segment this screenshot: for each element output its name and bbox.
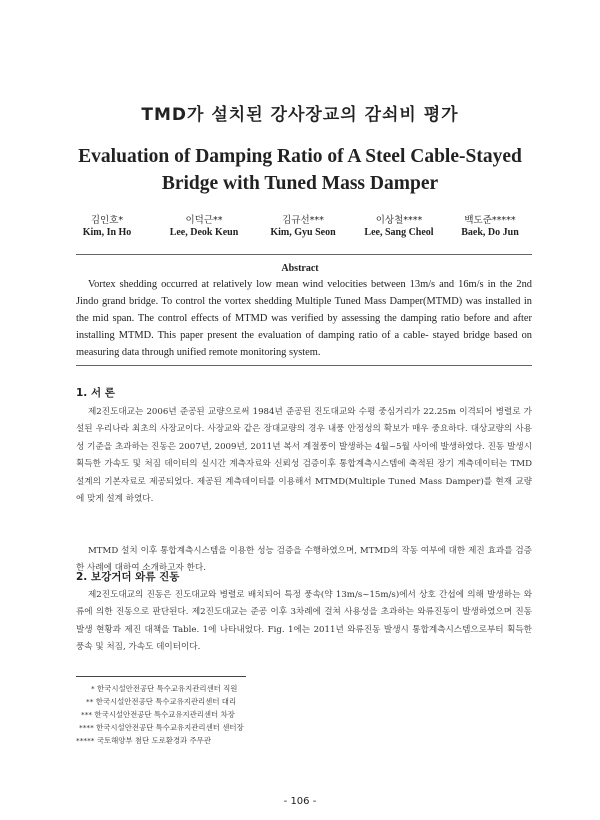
footnote: * 한국시설안전공단 특수교유지관리센터 직원 xyxy=(91,684,238,693)
author-name-english: Lee, Sang Cheol xyxy=(364,227,434,238)
section-heading-vortex-vibration: 2. 보강거더 와류 진동 xyxy=(76,571,180,583)
divider-abstract xyxy=(76,365,532,366)
footnote: **** 한국시설안전공단 특수교유지관리센터 센터장 xyxy=(79,723,244,732)
author-name-korean: 이덕근** xyxy=(185,215,223,226)
author-name-korean: 김규선*** xyxy=(282,215,324,226)
divider-top xyxy=(76,254,532,255)
author-name-english: Baek, Do Jun xyxy=(461,227,519,238)
section-paragraph: 제2진도대교의 진동은 진도대교와 병렬로 배치되어 특정 풍속(약 13m/s~15m/s)에서 상호 간섭에 의해 발생하는 와류에 의한 진동으로 판단된다. 제2진도대교는 준공 이후 3차례에 걸쳐 사용성을 초과하는 와류진동이 발생하였으며 진동 발생 현황과 제진 대책을 Table. 1에 나타내었다. Fig. 1에는 2011년 와류진동 발생시 통합계측시스템으로부터 획득한 풍속 및 처짐, 가속도 데이터이다. xyxy=(76,590,532,653)
section-paragraph: MTMD 설치 이후 통합계측시스템을 이용한 성능 검증을 수행하였으며, MTMD의 작동 여부에 대한 제진 효과를 검증한 사례에 대하여 소개하고자 한다. xyxy=(76,546,532,574)
author xyxy=(258,212,348,238)
section-heading-introduction: 1. 서 론 xyxy=(76,387,115,399)
title-line-1: Evaluation of Damping Ratio of A Steel Cable-Stayed xyxy=(78,146,522,167)
author xyxy=(350,212,448,238)
author-name-english: Kim, Gyu Seon xyxy=(270,227,336,238)
author xyxy=(154,212,254,238)
author-name-korean: 백도준***** xyxy=(464,215,516,226)
author xyxy=(72,212,142,238)
abstract-heading: Abstract xyxy=(281,263,319,274)
page-number: - 106 - xyxy=(283,796,317,807)
footnote: ***** 국토해양부 첨단 도로환경과 주무관 xyxy=(76,736,211,745)
paper-title-korean: TMD가 설치된 강사장교의 감쇠비 평가 xyxy=(141,105,459,125)
paper-title-english xyxy=(60,143,540,197)
author-name-english: Lee, Deok Keun xyxy=(169,227,239,238)
title-line-2: Bridge with Tuned Mass Damper xyxy=(161,173,439,194)
author-name-english: Kim, In Ho xyxy=(82,227,132,238)
author xyxy=(452,212,528,238)
author-name-korean: 김인호* xyxy=(90,215,124,226)
footnote-divider xyxy=(76,676,246,677)
abstract-text: Vortex shedding occurred at relatively low mean wind velocities between 13m/s and 16m/s in the 2nd Jindo grand bridge. To control the vortex shedding Multiple Tuned Mass Damper(MTMD) was installed in the mid span. The control effects of MTMD was verified by assessing the damping ratio before and after installing MTMD. This paper present the evaluation of damping ratio of a cable- stayed bridge based on measuring data through unified remote monitoring system. xyxy=(76,279,532,358)
section-paragraph: 제2진도대교는 2006년 준공된 교량으로써 1984년 준공된 진도대교와 수평 중심거리가 22.25m 이격되어 병렬로 가설된 우리나라 최초의 사장교이다. 사장교와 같은 장대교량의 경우 내풍 안정성의 확보가 매우 중요하다. 대상교량의 사용성 기준을 초과하는 진동은 2007년, 2009년, 2011년 복서 계절풍이 발생하는 4월~5월 사이에 발생하였다. 진동 발생시 획득한 가속도 및 처짐 데이터의 실시간 계측자료와 신뢰성 검증이후 통합계측시스템에 축적된 장기 계측데이터는 TMD 설계의 기본자료로 제공되었다. 제공된 계측데이터를 이용해서 MTMD(Multiple Tuned Mass Damper)를 현재 교량에 맞게 설계 하였다. xyxy=(76,407,532,505)
footnote: ** 한국시설안전공단 특수교유지관리센터 대리 xyxy=(86,697,237,706)
footnotes xyxy=(76,682,376,747)
author-name-korean: 이상철**** xyxy=(375,215,423,226)
footnote: *** 한국시설안전공단 특수교유지관리센터 차장 xyxy=(81,710,235,719)
